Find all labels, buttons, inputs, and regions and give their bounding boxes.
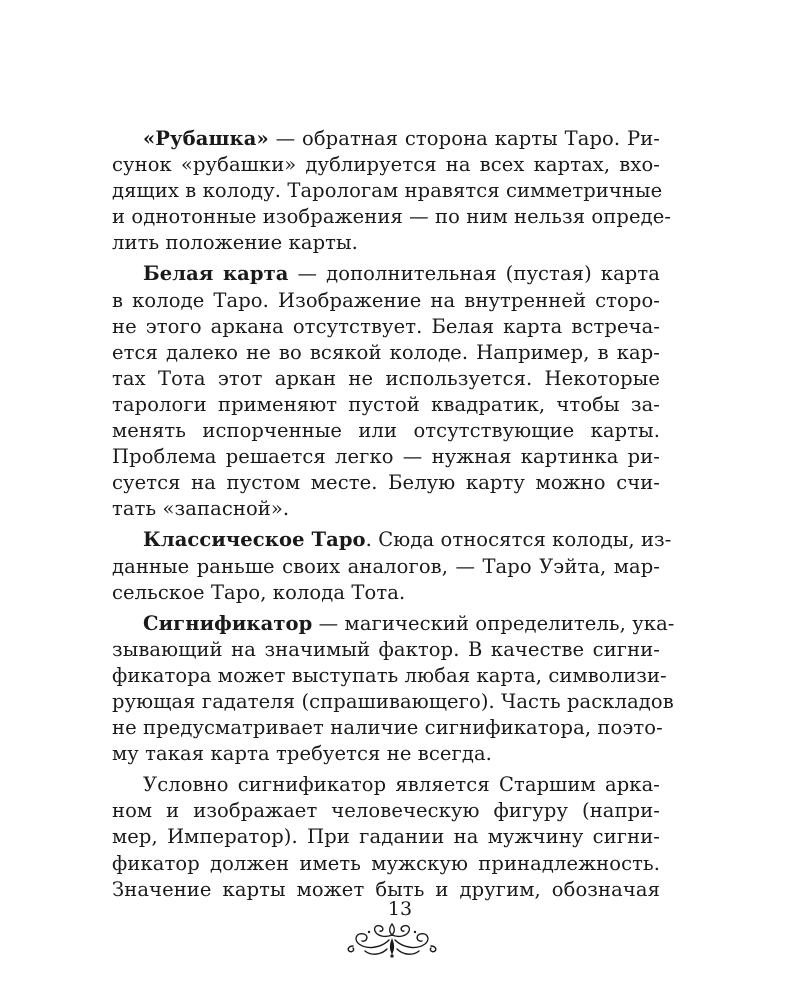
- text-line: ном и изображает человеческую фигуру (напри-: [112, 799, 660, 823]
- decorative-swirl-ornament-icon: [345, 918, 440, 960]
- text-line: сунок «рубашки» дублируется на всех картах, вхо-: [112, 153, 660, 177]
- text-line: мер, Император). При гадании на мужчину сигни-: [112, 825, 660, 849]
- text-line: [112, 611, 675, 637]
- text-line: тать «запасной».: [112, 497, 290, 521]
- text-line: данные раньше своих аналогов, — Таро Уэйта, мар-: [112, 554, 660, 578]
- text-line: сельское Таро, колода Тота.: [112, 580, 406, 604]
- text-line: в колоде Таро. Изображение на внутренней сторо-: [112, 288, 660, 312]
- text-line: ется далеко не во всякой колоде. Например, в кар-: [112, 340, 660, 364]
- text-line: фикатор должен иметь мужскую принадлежность.: [112, 851, 660, 875]
- paragraph-significator: [112, 611, 675, 768]
- text-line: лить положение карты.: [112, 231, 358, 255]
- text-line: не этого аркана отсутствует. Белая карта встреча-: [112, 314, 660, 338]
- text-line: и однотонные изображения — по ним нельзя опреде-: [112, 205, 672, 229]
- text-line: [112, 261, 660, 287]
- line-text: — дополнительная (пустая) карта: [288, 262, 660, 286]
- text-line: рующая гадателя (спрашивающего). Часть раскладов: [112, 689, 674, 713]
- text-line: менять испорченные или отсутствующие карты.: [112, 419, 660, 443]
- text-line: фикатора может выступать любая карта, символизи-: [112, 663, 667, 687]
- text-line: Значение карты может быть и другим, обозначая: [112, 877, 660, 901]
- line-text: — магический определитель, ука-: [312, 611, 675, 635]
- text-line: [112, 126, 660, 152]
- text-line: зывающий на значимый фактор. В качестве сигни-: [112, 637, 660, 661]
- paragraph-rubashka: [112, 126, 672, 256]
- term-significator: Сигнификатор: [143, 611, 313, 635]
- term-classic-tarot: Классическое Таро: [143, 528, 366, 552]
- line-text: . Сюда относятся колоды, из-: [365, 528, 672, 552]
- text-line: тах Тота этот аркан не используется. Некоторые: [112, 366, 660, 390]
- term-white-card: Белая карта: [143, 262, 289, 286]
- text-line: дящих в колоду. Тарологам нравятся симметричные: [112, 179, 663, 203]
- text-line: тарологи применяют пустой квадратик, чтобы за-: [112, 392, 660, 416]
- text-line: суется на пустом месте. Белую карту можно счи-: [112, 471, 660, 495]
- paragraph-classic-tarot: [112, 527, 672, 605]
- page-number: 13: [387, 898, 413, 920]
- term-rubashka: «Рубашка»: [143, 127, 269, 150]
- text-line: Условно сигнификатор является Старшим арка-: [143, 773, 660, 797]
- text-line: [112, 527, 672, 553]
- body-text: [112, 126, 675, 903]
- text-line: му такая карта требуется не всегда.: [112, 742, 492, 766]
- paragraph-white-card: [112, 261, 660, 522]
- line-text: — обратная сторона карты Таро. Ри-: [268, 127, 660, 150]
- paragraph-significator-continued: [112, 772, 660, 902]
- text-line: не предусматривает наличие сигнификатора, поэто-: [112, 716, 663, 740]
- text-line: Проблема решается легко — нужная картинка ри-: [112, 445, 660, 469]
